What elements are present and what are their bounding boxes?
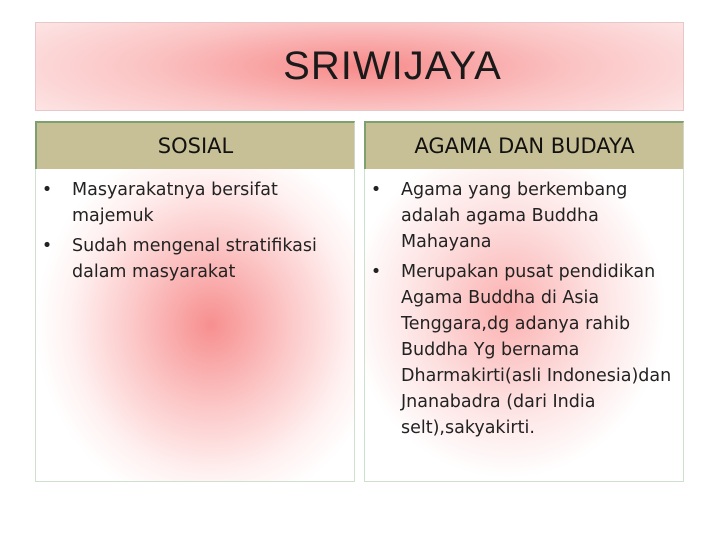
list-item	[36, 233, 344, 285]
bullet-icon: •	[41, 180, 53, 200]
column-header-agama-budaya: AGAMA DAN BUDAYA	[364, 121, 684, 169]
column-header-sosial: SOSIAL	[35, 121, 355, 169]
list-item-text: Agama yang berkembang adalah agama Buddha Mahayana	[401, 180, 628, 252]
bullet-icon: •	[370, 180, 382, 200]
list-item	[365, 177, 673, 255]
column-body-sosial	[35, 169, 355, 482]
list-item-text: Merupakan pusat pendidikan Agama Buddha di Asia Tenggara,dg adanya rahib Buddha Yg bernama Dharmakirti(asli Indonesia)dan Jnanabadra (dari India selt),sakyakirti.	[401, 262, 672, 438]
column-body-agama-budaya	[364, 169, 684, 482]
slide-title: SRIWIJAYA	[283, 44, 502, 88]
title-banner	[35, 22, 684, 111]
bullet-icon: •	[41, 236, 53, 256]
bullet-list-agama-budaya	[365, 169, 683, 441]
list-item	[36, 177, 344, 229]
bullet-list-sosial	[36, 169, 354, 285]
list-item-text: Sudah mengenal stratifikasi dalam masyarakat	[72, 236, 317, 282]
list-item	[365, 259, 673, 441]
bullet-icon: •	[370, 262, 382, 282]
list-item-text: Masyarakatnya bersifat majemuk	[72, 180, 278, 226]
